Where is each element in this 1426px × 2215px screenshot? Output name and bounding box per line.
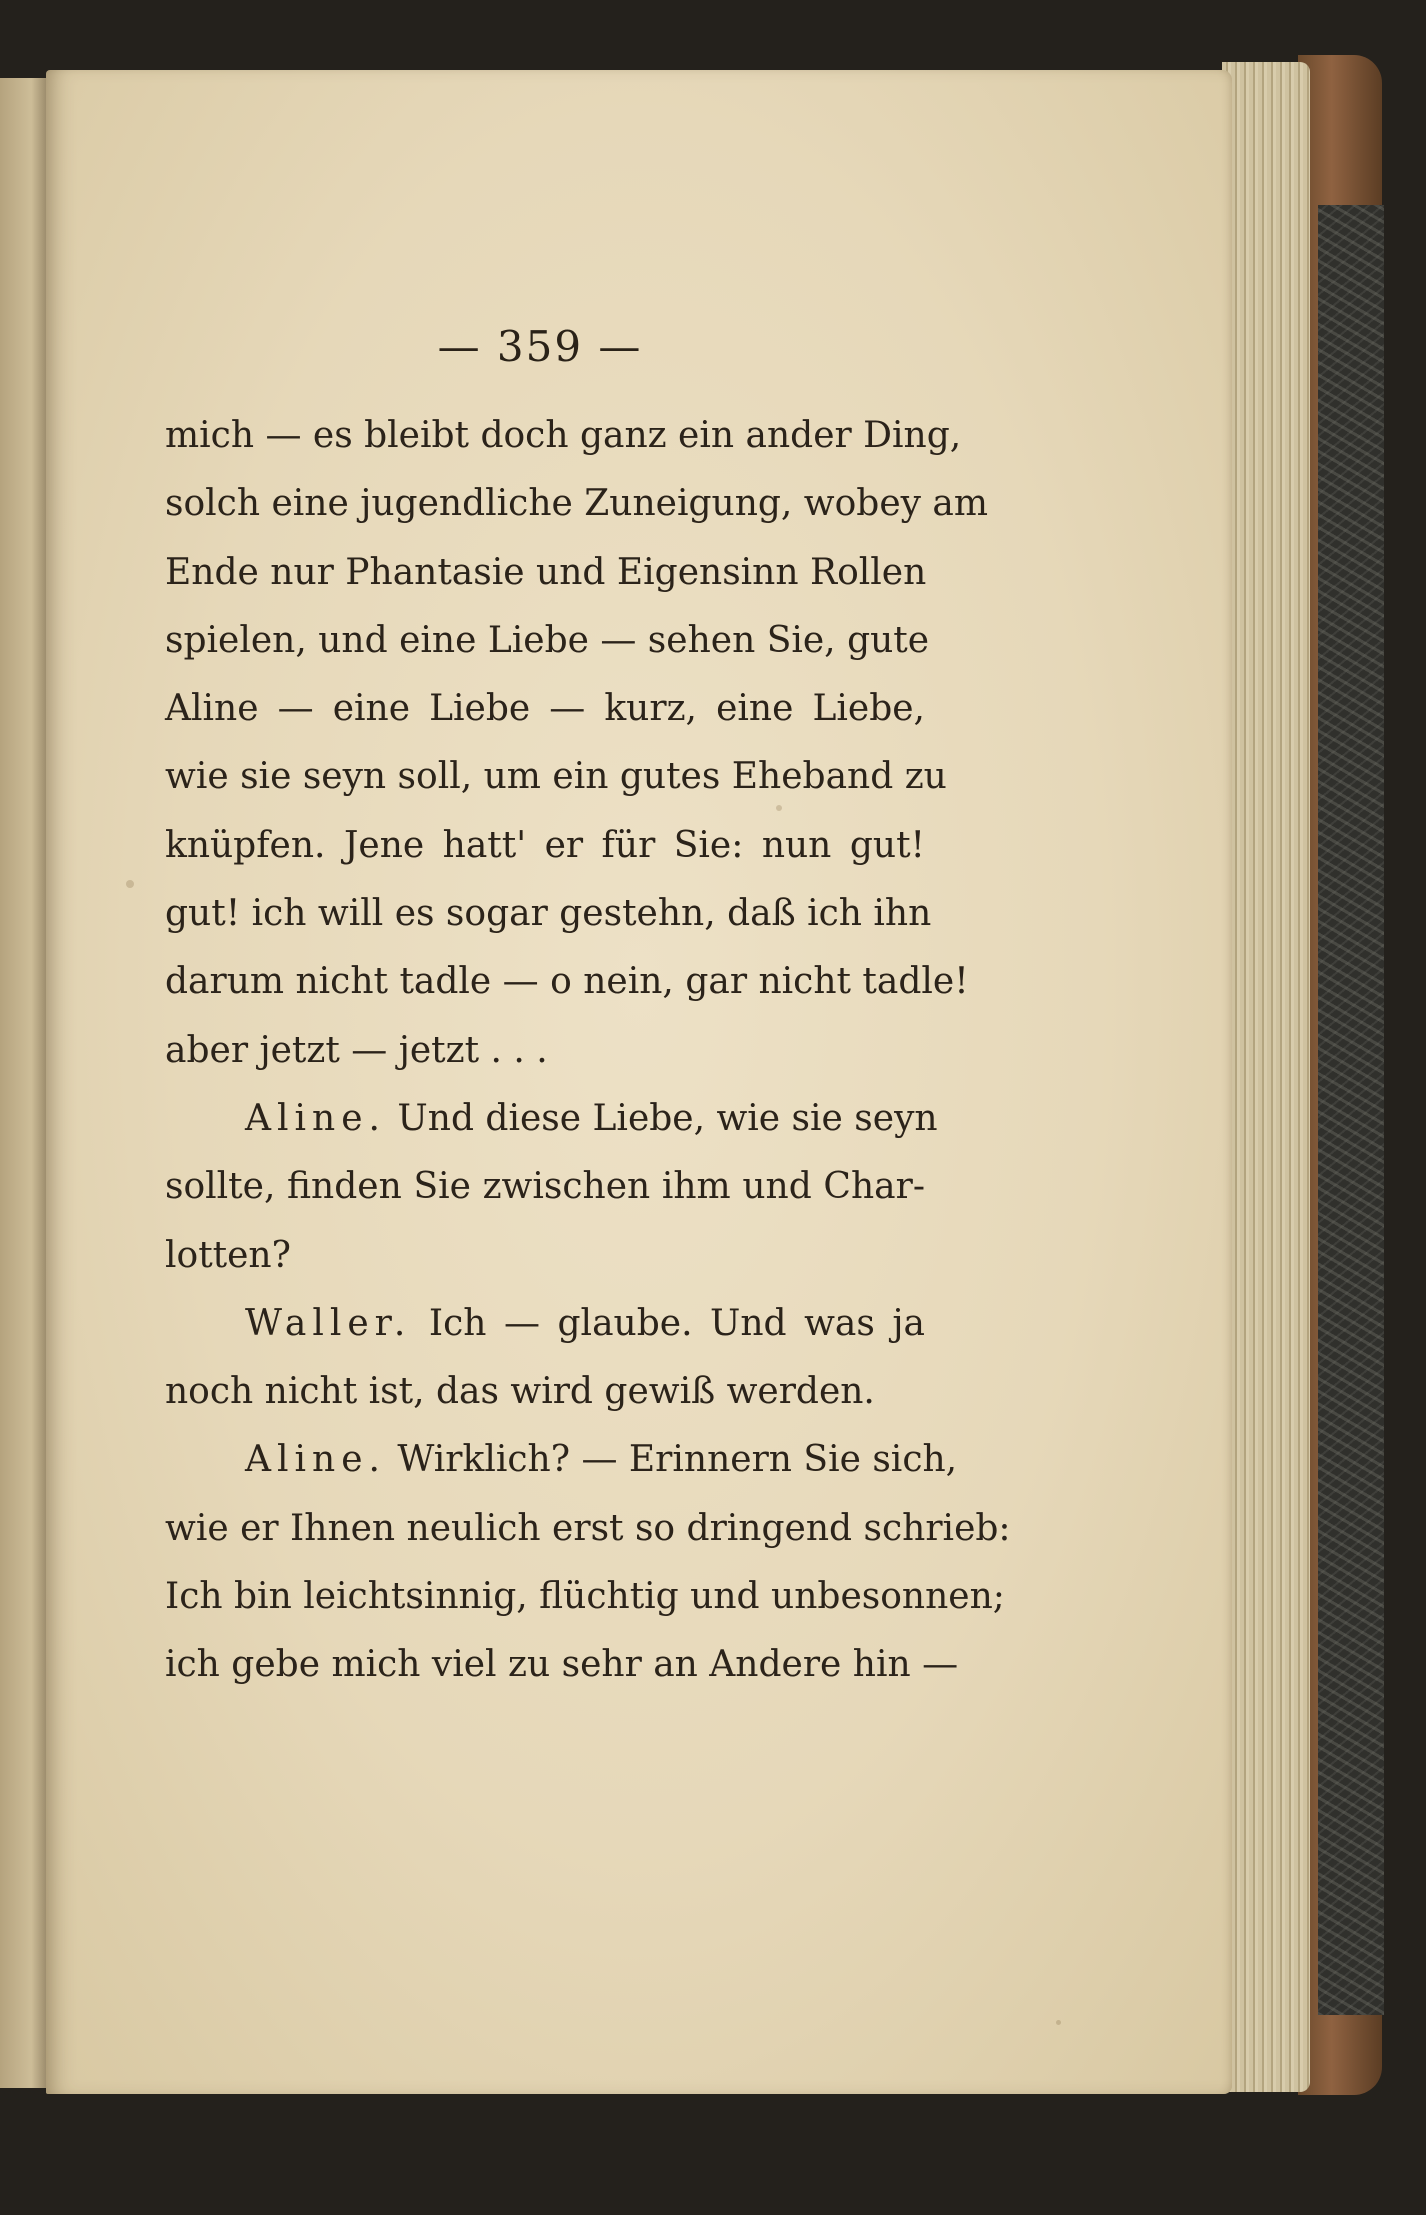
text-line: noch nicht ist, das wird gewiß werden. [165, 1371, 875, 1413]
marbled-cover [1318, 205, 1384, 2015]
speaker-name: Waller. [245, 1302, 412, 1344]
text-line: lotten? [165, 1234, 291, 1276]
dialogue-line [165, 1290, 925, 1358]
text-line: wie er Ihnen neulich erst so dringend schrieb: [165, 1507, 1011, 1549]
page-number: — 359 — [437, 322, 643, 371]
text-line: Aline — eine Liebe — kurz, eine Liebe, [165, 688, 925, 730]
text-line: Ich bin leichtsinnig, flüchtig und unbesonnen; [165, 1576, 1005, 1618]
text-line: ich gebe mich viel zu sehr an Andere hin — [165, 1644, 959, 1686]
text-line: wie sie seyn soll, um ein gutes Eheband zu [165, 756, 947, 798]
text-line: spielen, und eine Liebe — sehen Sie, gute [165, 619, 930, 661]
body-text [165, 402, 1011, 1700]
dialogue-line [165, 1426, 958, 1494]
dialogue-text: Wirklich? — Erinnern Sie sich, [397, 1439, 958, 1481]
text-line: darum nicht tadle — o nein, gar nicht tadle! [165, 961, 969, 1003]
text-line: knüpfen. Jene hatt' er für Sie: nun gut! [165, 824, 925, 866]
speaker-name: Aline. [245, 1439, 386, 1481]
paper-spot [126, 880, 134, 888]
text-line: Ende nur Phantasie und Eigensinn Rollen [165, 551, 927, 593]
dialogue-text: Ich — glaube. Und was ja [428, 1302, 926, 1344]
text-line: mich — es bleibt doch ganz ein ander Ding, [165, 415, 962, 456]
dialogue-line [165, 1085, 938, 1153]
text-line: sollte, finden Sie zwischen ihm und Char- [165, 1166, 925, 1208]
text-line: solch eine jugendliche Zuneigung, wobey am [165, 483, 989, 525]
text-line: gut! ich will es sogar gestehn, daß ich ihn [165, 893, 932, 935]
previous-page-edge [0, 78, 52, 2088]
dialogue-text: Und diese Liebe, wie sie seyn [397, 1097, 938, 1139]
text-line: aber jetzt — jetzt . . . [165, 1029, 548, 1071]
speaker-name: Aline. [245, 1097, 386, 1139]
paper-spot [1056, 2020, 1061, 2025]
page-stack-edge [1222, 62, 1310, 2092]
